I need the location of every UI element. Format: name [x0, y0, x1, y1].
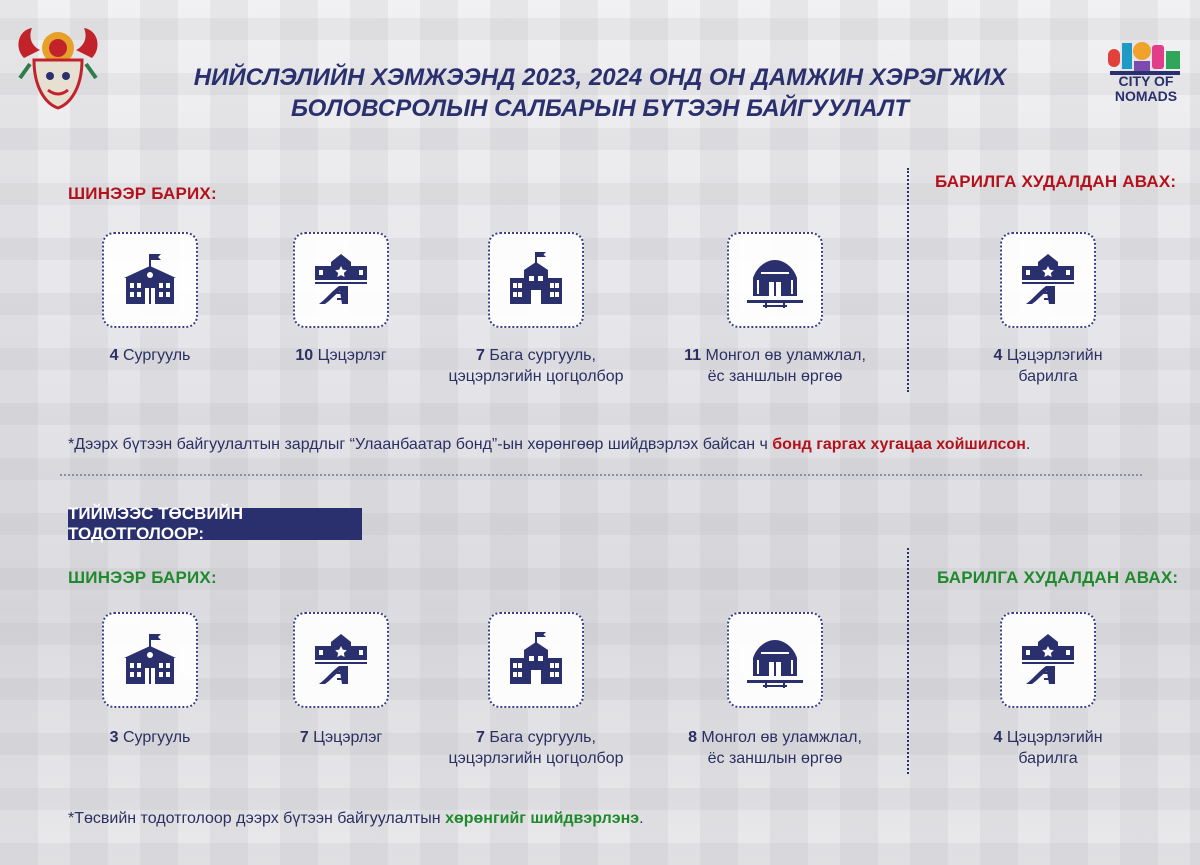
bottom-item-ger-caption [672, 727, 878, 769]
top-purchase-num: 4 [993, 347, 1003, 364]
section-separator [60, 474, 1142, 476]
ger-icon [743, 248, 807, 312]
kindergarten-icon [1016, 628, 1080, 692]
top-footnote-highlight: бонд гаргах хугацаа хойшилсон [772, 436, 1026, 453]
ulaanbaatar-emblem-icon [10, 18, 106, 114]
title-line-2: БОЛОВСРОЛЫН САЛБАРЫН БҮТЭЭН БАЙГУУЛАЛТ [290, 95, 909, 122]
top-purchase-label-2: барилга [1018, 368, 1078, 385]
top-item-ger-caption [672, 345, 878, 387]
bottom-item-ger-label-1: Монгол өв уламжлал, [701, 729, 862, 746]
kindergarten-icon [309, 248, 373, 312]
top-ger-box [727, 232, 823, 328]
logo-line-2: NOMADS [1114, 88, 1178, 104]
top-footnote-text: *Дээрх бүтээн байгуулалтын зардлыг “Улаанбаатар бонд”-ын хөрөнгөөр шийдвэрлэх байсан ч [68, 436, 773, 453]
top-footnote [68, 436, 1068, 454]
bottom-item-primary-label-2: цэцэрлэгийн цогцолбор [448, 750, 624, 767]
bottom-purchase-kindergarten-box [1000, 612, 1096, 708]
bottom-item-kindergarten-num: 7 [299, 729, 309, 746]
top-school-box [102, 232, 198, 328]
top-item-primary-label-2: цэцэрлэгийн цогцолбор [448, 368, 624, 385]
top-item-primary-caption [436, 345, 636, 387]
bottom-vertical-separator [907, 548, 909, 774]
bottom-footnote-highlight: хөрөнгийг шийдвэрлэнэ [445, 810, 640, 827]
primary-school-icon [504, 628, 568, 692]
bottom-item-school-num: 3 [109, 729, 119, 746]
bottom-footnote-text: *Төсвийн тодотголоор дээрх бүтээн байгуулалтын [68, 810, 446, 827]
kindergarten-icon [309, 628, 373, 692]
bottom-item-ger-label-2: ёс заншлын өргөө [707, 750, 843, 767]
bottom-purchase-label-2: барилга [1018, 750, 1078, 767]
school-icon [118, 248, 182, 312]
top-item-primary-num: 7 [476, 347, 485, 364]
bottom-school-box [102, 612, 198, 708]
top-item-ger-label-2: ёс заншлын өргөө [707, 368, 843, 385]
top-item-primary-label-1: Бага сургууль, [489, 347, 596, 364]
bottom-item-primary-num: 7 [476, 729, 485, 746]
top-item-kindergarten-label: Цэцэрлэг [317, 347, 387, 364]
top-build-heading: ШИНЭЭР БАРИХ: [68, 184, 217, 203]
ger-icon [743, 628, 807, 692]
top-kindergarten-box [293, 232, 389, 328]
top-primary-school-box [488, 232, 584, 328]
top-item-school-caption [80, 345, 220, 366]
top-item-ger-num: 11 [684, 347, 701, 364]
bottom-purchase-num: 4 [993, 729, 1003, 746]
top-purchase-label-1: Цэцэрлэгийн [1006, 347, 1103, 364]
city-of-nomads-wordmark [1096, 74, 1196, 104]
top-item-school-num: 4 [109, 347, 119, 364]
bottom-footnote [68, 810, 1068, 828]
bottom-footnote-end: . [639, 810, 644, 827]
top-item-ger-label-1: Монгол өв уламжлал, [705, 347, 866, 364]
top-purchase-heading: БАРИЛГА ХУДАЛДАН АВАХ: [935, 172, 1177, 191]
top-purchase-kindergarten-box [1000, 232, 1096, 328]
top-footnote-end: . [1025, 436, 1031, 453]
bottom-item-school-label: Сургууль [122, 729, 191, 746]
kindergarten-icon [1016, 248, 1080, 312]
bottom-item-school-caption [80, 727, 220, 748]
title-line-1: НИЙСЛЭЛИЙН ХЭМЖЭЭНД 2023, 2024 ОНД ОН ДАМЖИН ХЭРЭГЖИХ [193, 64, 1007, 91]
school-icon [118, 628, 182, 692]
top-item-kindergarten-caption [271, 345, 411, 366]
logo-line-1: CITY OF [1118, 73, 1174, 89]
budget-revision-banner: ТИЙМЭЭС ТӨСВИЙН ТОДОТГОЛООР: [68, 508, 362, 540]
bottom-item-primary-caption [436, 727, 636, 769]
top-vertical-separator [907, 168, 909, 392]
bottom-primary-school-box [488, 612, 584, 708]
bottom-item-kindergarten-label: Цэцэрлэг [313, 729, 383, 746]
bottom-purchase-label-1: Цэцэрлэгийн [1006, 729, 1103, 746]
bottom-ger-box [727, 612, 823, 708]
top-item-kindergarten-num: 10 [295, 347, 314, 364]
top-item-school-label: Сургууль [122, 347, 191, 364]
bottom-kindergarten-box [293, 612, 389, 708]
bottom-purchase-heading: БАРИЛГА ХУДАЛДАН АВАХ: [937, 568, 1179, 587]
bottom-build-heading: ШИНЭЭР БАРИХ: [68, 568, 217, 587]
bottom-item-primary-label-1: Бага сургууль, [489, 729, 596, 746]
bottom-purchase-caption [968, 727, 1128, 769]
primary-school-icon [504, 248, 568, 312]
top-purchase-caption [968, 345, 1128, 387]
bottom-item-ger-num: 8 [688, 729, 697, 746]
page-title [150, 62, 1050, 124]
bottom-item-kindergarten-caption [271, 727, 411, 748]
